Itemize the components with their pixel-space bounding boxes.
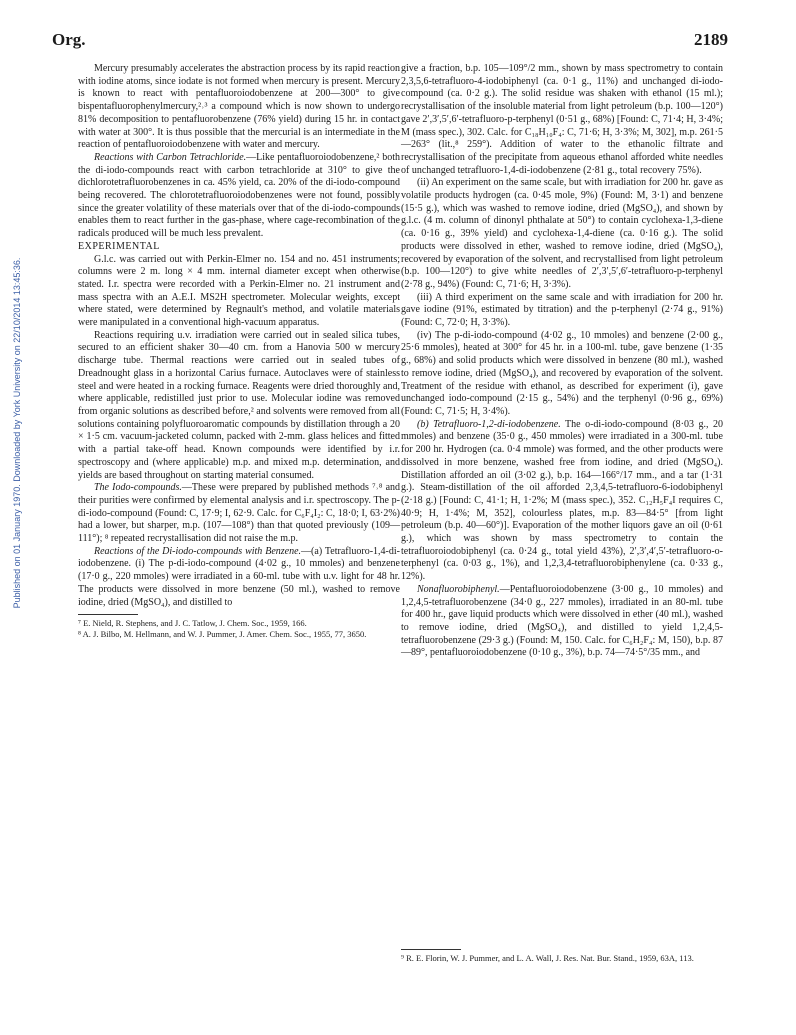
footnote-8: ⁸ A. J. Bilbo, M. Hellmann, and W. J. Pummer, J. Amer. Chem. Soc., 1955, 77, 3650. bbox=[78, 628, 367, 639]
subsection-title: Reactions of the Di-iodo-compounds with Benzene. bbox=[94, 545, 302, 557]
paragraph-experiment-ii: (ii) An experiment on the same scale, but with irradiation for 200 hr. gave as volatile products hydrogen (ca. 0·45 mole, 9%) (Found: M, 3·1) and benzene (15·5 g.), which was washed to remove iodine, dried (MgSO₄), and shown by g.l.c. (4 m. column of dinonyl phthalate at 50°) to contain cyclohexa-1,3-diene (ca. 0·16 g., 39% yield) and cyclohexa-1,4-diene (ca. 0·16 g.). The solid products were dissolved in ether, washed to remove iodine, dried (MgSO₄), recovered by evaporation of the solvent, and recrystallised from light petroleum (b.p. 100—120°) to give white needles of 2′,3′,5′,6′-tetrafluoro-p-terphenyl (2·78 g., 94%) (Found: C, 71·6; H, 3·3%). bbox=[401, 177, 723, 290]
paragraph-nonafluorobiphenyl: Nonafluorobiphenyl.—Pentafluoroiodobenzene (3·00 g., 10 mmoles) and 1,2,4,5-tetrafluorobenzene (34·0 g., 227 mmoles), irradiated in an 80-ml. tube for 400 hr., gave liquid products which were dissolved in ether (40 ml.), washed to remove iodine, dried (MgSO₄), and distilled to yield 1,2,4,5-tetrafluorobenzene (29·3 g.) (Found: M, 150. Calc. for C₆H₂F₄: M, 150), b.p. 87—89°, pentafluoroiodobenzene (0·10 g., 3%), b.p. 74—74·5°/35 mm., and bbox=[401, 583, 723, 659]
section-heading-experimental: EXPERIMENTAL bbox=[78, 240, 160, 252]
paragraph-fraction: give a fraction, b.p. 105—109°/2 mm., shown by mass spectrometry to contain 2,3,5,6-tetrafluoro-4-iodobiphenyl (ca. 0·1 g., 11%) and unchanged di-iodo-compound (ca. 0·2 g.). The solid residue was shaken with ethanol (15 ml.); recrystallisation of the insoluble material from light petroleum (b.p. 100—120°) gave 2′,3′,5′,6′-tetrafluoro-p-terphenyl (0·51 g., 68%) [Found: C, 71·4; H, 3·4%; M (mass spec.), 302. Calc. for C₁₈H₁₀F₄: C, 71·6; H, 3·3%; M, 302], m.p. 261·5—263° (lit.,⁸ 259°). Addition of water to the ethanolic filtrate and recrystallisation of the precipitate from aqueous ethanol afforded white needles of unchanged tetrafluoro-1,4-di-iodobenzene (2·81 g., total recovery 75%). bbox=[401, 63, 724, 176]
right-column bbox=[401, 63, 723, 660]
download-watermark bbox=[10, 220, 24, 650]
page-number: 2189 bbox=[694, 30, 728, 49]
footnote-divider bbox=[401, 949, 461, 950]
subsection-title: Reactions with Carbon Tetrachloride. bbox=[94, 151, 247, 163]
paragraph-experiment-iii: (iii) A third experiment on the same scale and with irradiation for 200 hr. gave iodine (91%, estimated by titration) and the p-terphenyl (2·74 g., 91%) (Found: C, 72·0; H, 3·3%). bbox=[401, 291, 723, 329]
subsection-title: The Iodo-compounds. bbox=[94, 482, 182, 494]
subsection-title: Nonafluorobiphenyl. bbox=[417, 583, 500, 595]
journal-section-header: Org. bbox=[52, 30, 86, 49]
footnote-7: ⁷ E. Nield, R. Stephens, and J. C. Tatlow, J. Chem. Soc., 1959, 166. bbox=[78, 618, 307, 629]
left-column bbox=[78, 63, 400, 639]
footnote-divider bbox=[78, 614, 138, 615]
paragraph-reactions-uv: Reactions requiring u.v. irradiation were carried out in sealed silica tubes, secured to an efficient shaker 30—40 cm. from a Hanovia 500 w mercury discharge tube. Thermal reactions were carried out in sealed tubes of Dreadnought glass in a horizontal Carius furnace. Autoclaves were of stainless steel and were heated in a rocking furnace. Reagents were dried thoroughly and, where applicable, redistilled just prior to use. Molecular iodine was removed from organic solutions as described before,² and solvents were removed from all solutions containing polyfluoroaromatic compounds by distillation through a 20 × 1·5 cm. vacuum-jacketed column, packed with 2-mm. glass helices and fitted with a partial take-off head. Known compounds were identified by i.r. spectroscopy and (where applicable) m.p. and mixed m.p. determination, and yields are based throughout on starting material consumed. bbox=[78, 329, 400, 481]
footnote-9: ⁹ R. E. Florin, W. J. Pummer, and L. A. Wall, J. Res. Nat. Bur. Stand., 1959, 63A, 113. bbox=[401, 953, 694, 963]
watermark-text: Published on 01 January 1970. Downloaded by York University on 22/10/2014 13:45:36. bbox=[12, 257, 22, 609]
right-footnotes bbox=[401, 944, 723, 964]
paragraph-carbon-tetrachloride: Reactions with Carbon Tetrachloride.—Like pentafluoroiodobenzene,² both the di-iodo-compounds react with carbon tetrachloride at 310° to give the dichlorotetrafluorobenzenes in ca. 45% yield, ca. 20% of the di-iodo-compound being recovered. The chlorotetrafluoroiodobenzenes were not found, possibly since the greater volatility of these materials over that of the di-iodo-compounds enables them to react further in the gas-phase, where cage-recombination of the radicals produced will be much less prevalent. bbox=[78, 151, 400, 240]
paragraph-o-di-iodo: (b) Tetrafluoro-1,2-di-iodobenzene. The o-di-iodo-compound (8·03 g., 20 mmoles) and benzene (35·0 g., 450 mmoles) were irradiated in a 300-ml. tube for 200 hr. Hydrogen (ca. 0·4 mmole) was formed, and the other products were dissolved in more benzene, washed free from iodine, and dried (MgSO₄). Distillation afforded an oil (3·02 g.), b.p. 164—166°/17 mm., and a tar (1·31 g.). Steam-distillation of the oil afforded 2,3,4,5-tetrafluoro-6-iodobiphenyl (2·18 g.) [Found: C, 41·1; H, 1·2%; M (mass spec.), 352. C₁₂H₅F₄I requires C, 40·9; H, 1·4%; M, 352], colourless plates, m.p. 83—84·5° [from light petroleum (b.p. 40—60°)]. Evaporation of the mother liquors gave an oil (0·61 g.), which was shown by mass spectrometry to contain the tetrafluoroiodobiphenyl (ca. 0·24 g., total yield 43%), 2′,3′,4′,5′-tetrafluoro-o-terphenyl (ca. 0·03 g., 1%), and 1,2,3,4-tetrafluorobiphenylene (ca. 0·33 g., 12%). bbox=[401, 418, 723, 583]
paragraph-glc: G.l.c. was carried out with Perkin-Elmer no. 154 and no. 451 instruments; columns were 2 m. long × 4 mm. internal diameter except when otherwise stated. I.r. spectra were recorded with a Perkin-Elmer no. 21 instrument and mass spectra with an A.E.I. MS2H spectrometer. Molecular weights, except where stated, were determined by Regnault's method, and volatile materials were manipulated in a conventional high-vacuum apparatus. bbox=[78, 253, 400, 329]
subsection-title: (b) Tetrafluoro-1,2-di-iodobenzene. bbox=[417, 418, 561, 430]
paragraph-experiment-iv: (iv) The p-di-iodo-compound (4·02 g., 10 mmoles) and benzene (2·00 g., 25·6 mmoles), heated at 300° for 45 hr. in a 100-ml. tube, gave benzene (1·35 g., 68%) and solid products which were dissolved in benzene (80 ml.), washed to remove iodine, dried (MgSO₄), and recovered by evaporation of the solvent. Treatment of the residue with ethanol, as described for experiment (i), gave unchanged iodo-compound (2·15 g., 54%) and the terphenyl (0·96 g., 69%) (Found: C, 71·5; H, 3·4%). bbox=[401, 329, 723, 417]
paragraph-iodo-compounds: The Iodo-compounds.—These were prepared by published methods ⁷˒⁸ and their purities were confirmed by elemental analysis and i.r. spectroscopy. The p-di-iodo-compound (Found: C, 17·9; I, 62·9. Calc. for C₆F₄I₂: C, 18·0; I, 63·2%) had a lower, but sharper, m.p. (107—108°) than that quoted previously (109—111°); ⁸ repeated recrystallisation did not raise the m.p. bbox=[78, 482, 401, 545]
paragraph-reactions-benzene: Reactions of the Di-iodo-compounds with Benzene.—(a) Tetrafluoro-1,4-di-iodobenzene. (i) The p-di-iodo-compound (4·02 g., 10 mmoles) and benzene (17·0 g., 220 mmoles) were irradiated in a 60-ml. tube with u.v. light for 48 hr. The products were dissolved in more benzene (50 ml.), washed to remove iodine, dried (MgSO₄), and distilled to bbox=[78, 545, 400, 608]
paragraph-mercury: Mercury presumably accelerates the abstraction process by its rapid reaction with iodine atoms, since iodate is not formed when mercury is present. Mercury is known to react with pentafluoroiodobenzene at 200—300° to give bispentafluorophenylmercury,²˒³ a compound which is now shown to undergo 81% decomposition to pentafluorobenzene (76% yield) during 15 hr. in contact with water at 300°. It is thus possible that the mercurial is an intermediate in the reaction of pentafluoroiodobenzene with water and mercury. bbox=[78, 63, 400, 151]
